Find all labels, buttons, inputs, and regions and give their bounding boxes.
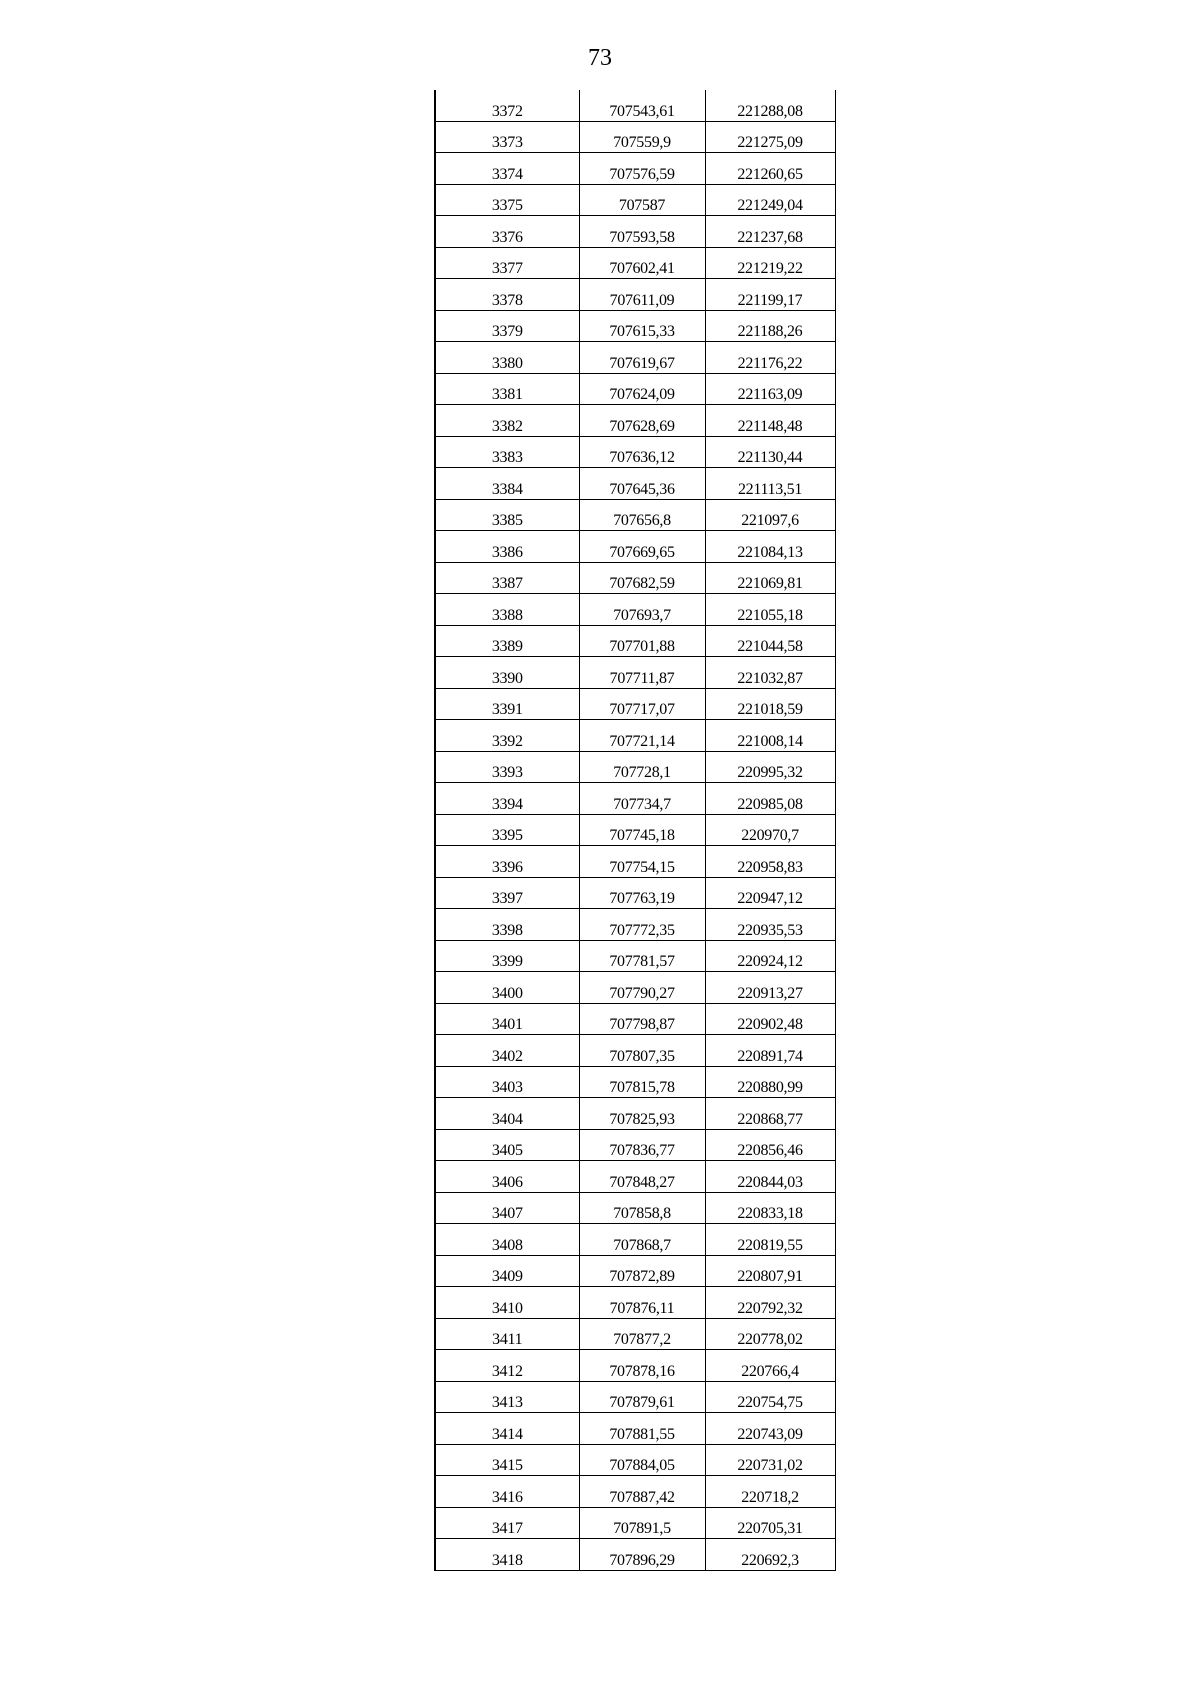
x-coordinate-cell: 707876,11 [579,1287,705,1319]
table-row [435,594,835,626]
table-row [435,90,835,121]
y-coordinate-cell: 220819,55 [705,1224,835,1256]
y-coordinate-cell: 220902,48 [705,1003,835,1035]
table-row [435,1224,835,1256]
point-number-cell: 3409 [435,1255,579,1287]
point-number-cell: 3396 [435,846,579,878]
table-row [435,310,835,342]
x-coordinate-cell: 707868,7 [579,1224,705,1256]
table-row [435,1507,835,1539]
x-coordinate-cell: 707881,55 [579,1413,705,1445]
y-coordinate-cell: 221069,81 [705,562,835,594]
x-coordinate-cell: 707615,33 [579,310,705,342]
table-row [435,436,835,468]
x-coordinate-cell: 707619,67 [579,342,705,374]
table-row [435,1255,835,1287]
table-row [435,751,835,783]
y-coordinate-cell: 220766,4 [705,1350,835,1382]
point-number-cell: 3376 [435,216,579,248]
table-row [435,562,835,594]
x-coordinate-cell: 707878,16 [579,1350,705,1382]
point-number-cell: 3406 [435,1161,579,1193]
table-row [435,720,835,752]
table-row [435,1003,835,1035]
y-coordinate-cell: 220844,03 [705,1161,835,1193]
point-number-cell: 3386 [435,531,579,563]
x-coordinate-cell: 707879,61 [579,1381,705,1413]
y-coordinate-cell: 220731,02 [705,1444,835,1476]
table-row [435,877,835,909]
table-row [435,909,835,941]
y-coordinate-cell: 221288,08 [705,90,835,121]
x-coordinate-cell: 707858,8 [579,1192,705,1224]
y-coordinate-cell: 221032,87 [705,657,835,689]
y-coordinate-cell: 220985,08 [705,783,835,815]
point-number-cell: 3387 [435,562,579,594]
table-row [435,1476,835,1508]
point-number-cell: 3416 [435,1476,579,1508]
table-row [435,216,835,248]
point-number-cell: 3402 [435,1035,579,1067]
y-coordinate-cell: 221148,48 [705,405,835,437]
table-row [435,625,835,657]
point-number-cell: 3418 [435,1539,579,1571]
table-row [435,1318,835,1350]
y-coordinate-cell: 221176,22 [705,342,835,374]
table-row [435,657,835,689]
table-row [435,1098,835,1130]
point-number-cell: 3407 [435,1192,579,1224]
y-coordinate-cell: 220856,46 [705,1129,835,1161]
x-coordinate-cell: 707628,69 [579,405,705,437]
x-coordinate-cell: 707884,05 [579,1444,705,1476]
table-row [435,1539,835,1571]
table-row [435,1287,835,1319]
table-row [435,1192,835,1224]
y-coordinate-cell: 220880,99 [705,1066,835,1098]
point-number-cell: 3408 [435,1224,579,1256]
y-coordinate-cell: 220807,91 [705,1255,835,1287]
x-coordinate-cell: 707624,09 [579,373,705,405]
y-coordinate-cell: 221188,26 [705,310,835,342]
point-number-cell: 3382 [435,405,579,437]
x-coordinate-cell: 707815,78 [579,1066,705,1098]
table-row [435,373,835,405]
table-row [435,121,835,153]
y-coordinate-cell: 220995,32 [705,751,835,783]
table-row [435,972,835,1004]
x-coordinate-cell: 707745,18 [579,814,705,846]
point-number-cell: 3381 [435,373,579,405]
table-row [435,531,835,563]
y-coordinate-cell: 221097,6 [705,499,835,531]
y-coordinate-cell: 221199,17 [705,279,835,311]
point-number-cell: 3417 [435,1507,579,1539]
point-number-cell: 3400 [435,972,579,1004]
point-number-cell: 3373 [435,121,579,153]
x-coordinate-cell: 707728,1 [579,751,705,783]
x-coordinate-cell: 707790,27 [579,972,705,1004]
x-coordinate-cell: 707576,59 [579,153,705,185]
x-coordinate-cell: 707887,42 [579,1476,705,1508]
point-number-cell: 3411 [435,1318,579,1350]
x-coordinate-cell: 707711,87 [579,657,705,689]
x-coordinate-cell: 707891,5 [579,1507,705,1539]
x-coordinate-cell: 707717,07 [579,688,705,720]
table-row [435,279,835,311]
table-row [435,1413,835,1445]
table-row [435,783,835,815]
point-number-cell: 3392 [435,720,579,752]
point-number-cell: 3395 [435,814,579,846]
x-coordinate-cell: 707734,7 [579,783,705,815]
y-coordinate-cell: 221219,22 [705,247,835,279]
y-coordinate-cell: 220970,7 [705,814,835,846]
point-number-cell: 3388 [435,594,579,626]
y-coordinate-cell: 221084,13 [705,531,835,563]
y-coordinate-cell: 221044,58 [705,625,835,657]
y-coordinate-cell: 221130,44 [705,436,835,468]
point-number-cell: 3413 [435,1381,579,1413]
table-row [435,1444,835,1476]
y-coordinate-cell: 221055,18 [705,594,835,626]
y-coordinate-cell: 220891,74 [705,1035,835,1067]
point-number-cell: 3389 [435,625,579,657]
x-coordinate-cell: 707602,41 [579,247,705,279]
point-number-cell: 3380 [435,342,579,374]
x-coordinate-cell: 707781,57 [579,940,705,972]
coordinates-table-body [435,90,835,1570]
y-coordinate-cell: 220754,75 [705,1381,835,1413]
y-coordinate-cell: 220958,83 [705,846,835,878]
point-number-cell: 3383 [435,436,579,468]
table-row [435,688,835,720]
point-number-cell: 3410 [435,1287,579,1319]
point-number-cell: 3391 [435,688,579,720]
table-row [435,1066,835,1098]
y-coordinate-cell: 220935,53 [705,909,835,941]
x-coordinate-cell: 707656,8 [579,499,705,531]
y-coordinate-cell: 220792,32 [705,1287,835,1319]
x-coordinate-cell: 707872,89 [579,1255,705,1287]
point-number-cell: 3404 [435,1098,579,1130]
point-number-cell: 3372 [435,90,579,121]
table-row [435,1035,835,1067]
y-coordinate-cell: 220924,12 [705,940,835,972]
y-coordinate-cell: 220913,27 [705,972,835,1004]
table-row [435,405,835,437]
y-coordinate-cell: 221237,68 [705,216,835,248]
y-coordinate-cell: 220743,09 [705,1413,835,1445]
point-number-cell: 3393 [435,751,579,783]
y-coordinate-cell: 221249,04 [705,184,835,216]
table-row [435,1381,835,1413]
x-coordinate-cell: 707611,09 [579,279,705,311]
y-coordinate-cell: 221008,14 [705,720,835,752]
y-coordinate-cell: 221018,59 [705,688,835,720]
point-number-cell: 3397 [435,877,579,909]
table-row [435,342,835,374]
y-coordinate-cell: 221275,09 [705,121,835,153]
x-coordinate-cell: 707593,58 [579,216,705,248]
point-number-cell: 3401 [435,1003,579,1035]
x-coordinate-cell: 707763,19 [579,877,705,909]
x-coordinate-cell: 707896,29 [579,1539,705,1571]
y-coordinate-cell: 220705,31 [705,1507,835,1539]
table-row [435,247,835,279]
table-row [435,468,835,500]
point-number-cell: 3390 [435,657,579,689]
table-row [435,1350,835,1382]
table-row [435,814,835,846]
point-number-cell: 3415 [435,1444,579,1476]
point-number-cell: 3394 [435,783,579,815]
x-coordinate-cell: 707825,93 [579,1098,705,1130]
point-number-cell: 3399 [435,940,579,972]
table-row [435,499,835,531]
table-row [435,153,835,185]
point-number-cell: 3403 [435,1066,579,1098]
x-coordinate-cell: 707848,27 [579,1161,705,1193]
x-coordinate-cell: 707669,65 [579,531,705,563]
y-coordinate-cell: 220692,3 [705,1539,835,1571]
point-number-cell: 3378 [435,279,579,311]
point-number-cell: 3379 [435,310,579,342]
x-coordinate-cell: 707836,77 [579,1129,705,1161]
x-coordinate-cell: 707682,59 [579,562,705,594]
y-coordinate-cell: 221260,65 [705,153,835,185]
x-coordinate-cell: 707721,14 [579,720,705,752]
table-row [435,1161,835,1193]
x-coordinate-cell: 707877,2 [579,1318,705,1350]
x-coordinate-cell: 707636,12 [579,436,705,468]
x-coordinate-cell: 707645,36 [579,468,705,500]
x-coordinate-cell: 707587 [579,184,705,216]
x-coordinate-cell: 707701,88 [579,625,705,657]
point-number-cell: 3377 [435,247,579,279]
y-coordinate-cell: 220718,2 [705,1476,835,1508]
y-coordinate-cell: 220947,12 [705,877,835,909]
x-coordinate-cell: 707559,9 [579,121,705,153]
point-number-cell: 3375 [435,184,579,216]
table-row [435,184,835,216]
point-number-cell: 3384 [435,468,579,500]
point-number-cell: 3385 [435,499,579,531]
point-number-cell: 3374 [435,153,579,185]
y-coordinate-cell: 221163,09 [705,373,835,405]
x-coordinate-cell: 707693,7 [579,594,705,626]
table-row [435,1129,835,1161]
table-row [435,846,835,878]
x-coordinate-cell: 707543,61 [579,90,705,121]
y-coordinate-cell: 221113,51 [705,468,835,500]
y-coordinate-cell: 220833,18 [705,1192,835,1224]
point-number-cell: 3412 [435,1350,579,1382]
point-number-cell: 3398 [435,909,579,941]
page-number: 73 [588,45,612,71]
x-coordinate-cell: 707754,15 [579,846,705,878]
coordinates-table [434,90,836,1571]
y-coordinate-cell: 220868,77 [705,1098,835,1130]
x-coordinate-cell: 707772,35 [579,909,705,941]
point-number-cell: 3405 [435,1129,579,1161]
x-coordinate-cell: 707807,35 [579,1035,705,1067]
table-row [435,940,835,972]
point-number-cell: 3414 [435,1413,579,1445]
x-coordinate-cell: 707798,87 [579,1003,705,1035]
y-coordinate-cell: 220778,02 [705,1318,835,1350]
